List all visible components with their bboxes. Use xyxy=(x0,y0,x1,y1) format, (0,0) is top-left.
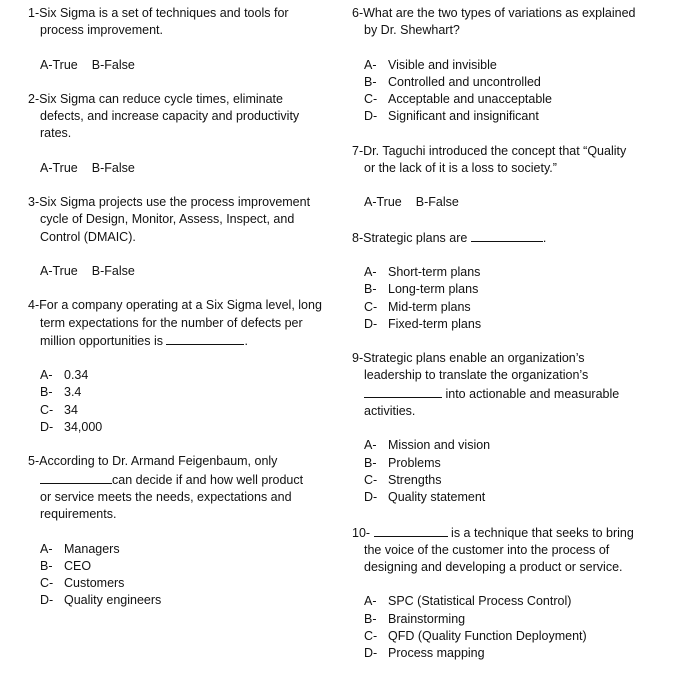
question-9-line-4: activities. xyxy=(364,404,416,419)
option-b[interactable]: B- 3.4 xyxy=(40,385,82,400)
question-2-line-3: rates. xyxy=(40,126,72,141)
question-4-line-2: term expectations for the number of defects per xyxy=(40,315,303,330)
option-d[interactable]: D- Quality engineers xyxy=(40,593,162,608)
false-option[interactable]: B-False xyxy=(91,160,135,175)
option-b[interactable]: B- Brainstorming xyxy=(364,611,466,626)
question-8 xyxy=(352,229,662,247)
option-c[interactable]: C- Mid-term plans xyxy=(364,299,471,314)
question-10-line-1-text: is a technique that seeks to bring xyxy=(451,525,634,540)
answer-blank[interactable] xyxy=(374,524,448,537)
question-5-line-2 xyxy=(28,471,338,489)
question-6 xyxy=(352,5,662,40)
question-1-line-2: process improvement. xyxy=(40,23,163,38)
option-a[interactable]: A- Visible and invisible xyxy=(364,57,497,72)
question-9-line-2: leadership to translate the organization’s xyxy=(364,368,589,383)
question-2-line-2: defects, and increase capacity and productivity xyxy=(40,109,300,124)
option-c[interactable]: C- 34 xyxy=(40,402,78,417)
option-c[interactable]: C- Strengths xyxy=(364,472,442,487)
question-8-line-1 xyxy=(352,229,662,247)
question-7 xyxy=(352,143,662,178)
answer-blank[interactable] xyxy=(166,332,244,345)
option-b[interactable]: B- Long-term plans xyxy=(364,282,479,297)
question-7-line-1: 7-Dr. Taguchi introduced the concept that “Quality xyxy=(352,143,627,158)
answer-blank[interactable] xyxy=(40,471,112,484)
question-4-period: . xyxy=(244,333,248,348)
option-d[interactable]: D- 34,000 xyxy=(40,420,103,435)
left-column xyxy=(28,5,338,610)
option-d[interactable]: D- Significant and insignificant xyxy=(364,109,539,124)
question-2 xyxy=(28,91,338,143)
question-7-true-false xyxy=(352,194,662,211)
question-10-line-1 xyxy=(352,524,662,542)
option-c[interactable]: C- QFD (Quality Function Deployment) xyxy=(364,629,587,644)
question-5-line-4: requirements. xyxy=(40,507,117,522)
question-6-options xyxy=(352,57,662,126)
question-7-line-2: or the lack of it is a loss to society.” xyxy=(364,161,557,176)
question-3-true-false xyxy=(28,263,338,280)
question-1 xyxy=(28,5,338,40)
question-10-options xyxy=(352,593,662,662)
option-b[interactable]: B- Controlled and uncontrolled xyxy=(364,74,541,89)
question-4-line-3 xyxy=(28,332,338,350)
question-1-true-false xyxy=(28,57,338,74)
true-option[interactable]: A-True xyxy=(40,263,78,278)
question-5-line-1: 5-According to Dr. Armand Feigenbaum, only xyxy=(28,454,278,469)
true-option[interactable]: A-True xyxy=(40,57,78,72)
question-10 xyxy=(352,524,662,577)
question-4-line-3-text: million opportunities is xyxy=(40,333,163,348)
option-a[interactable]: A- SPC (Statistical Process Control) xyxy=(364,594,572,609)
right-column xyxy=(352,5,662,663)
answer-blank[interactable] xyxy=(471,229,543,242)
question-10-line-2: the voice of the customer into the process of xyxy=(364,542,610,557)
option-c[interactable]: C- Acceptable and unacceptable xyxy=(364,92,553,107)
question-3-line-2: cycle of Design, Monitor, Assess, Inspect, and xyxy=(40,212,295,227)
question-3-line-1: 3-Six Sigma projects use the process improvement xyxy=(28,195,311,210)
question-8-period: . xyxy=(542,230,547,245)
option-a[interactable]: A- Managers xyxy=(40,541,120,556)
question-5-line-3: or service meets the needs, expectations and xyxy=(40,489,292,504)
option-d[interactable]: D- Process mapping xyxy=(364,646,485,661)
true-option[interactable]: A-True xyxy=(364,195,402,210)
option-d[interactable]: D- Quality statement xyxy=(364,490,486,505)
question-8-options xyxy=(352,264,662,333)
question-5 xyxy=(28,453,338,523)
question-5-line-2-text: can decide if and how well product xyxy=(112,472,304,487)
option-d[interactable]: D- Fixed-term plans xyxy=(364,316,482,331)
question-9-line-3-text: into actionable and measurable xyxy=(445,386,620,401)
question-9 xyxy=(352,350,662,420)
question-9-line-1: 9-Strategic plans enable an organization’s xyxy=(352,351,585,366)
false-option[interactable]: B-False xyxy=(415,195,459,210)
question-8-text: 8-Strategic plans are xyxy=(352,230,468,245)
question-10-number: 10- xyxy=(352,525,371,540)
false-option[interactable]: B-False xyxy=(91,57,135,72)
question-1-line-1: 1-Six Sigma is a set of techniques and tools for xyxy=(28,6,289,20)
question-6-line-1: 6-What are the two types of variations as explained xyxy=(352,6,636,20)
false-option[interactable]: B-False xyxy=(91,263,135,278)
question-9-options xyxy=(352,437,662,506)
option-b[interactable]: B- Problems xyxy=(364,455,441,470)
question-3-line-3: Control (DMAIC). xyxy=(40,229,136,244)
question-9-line-3 xyxy=(352,385,662,403)
option-a[interactable]: A- 0.34 xyxy=(40,368,89,383)
question-5-options xyxy=(28,541,338,610)
question-10-line-3: designing and developing a product or service. xyxy=(364,560,623,575)
answer-blank[interactable] xyxy=(364,385,442,398)
option-a[interactable]: A- Mission and vision xyxy=(364,438,491,453)
true-option[interactable]: A-True xyxy=(40,160,78,175)
option-a[interactable]: A- Short-term plans xyxy=(364,264,481,279)
question-4-line-1: 4-For a company operating at a Six Sigma level, long xyxy=(28,298,322,313)
question-4 xyxy=(28,297,338,350)
question-2-line-1: 2-Six Sigma can reduce cycle times, eliminate xyxy=(28,91,283,106)
option-c[interactable]: C- Customers xyxy=(40,576,125,591)
option-b[interactable]: B- CEO xyxy=(40,558,92,573)
question-2-true-false xyxy=(28,160,338,177)
question-3 xyxy=(28,194,338,246)
question-4-options xyxy=(28,367,338,436)
question-6-line-2: by Dr. Shewhart? xyxy=(364,23,460,38)
